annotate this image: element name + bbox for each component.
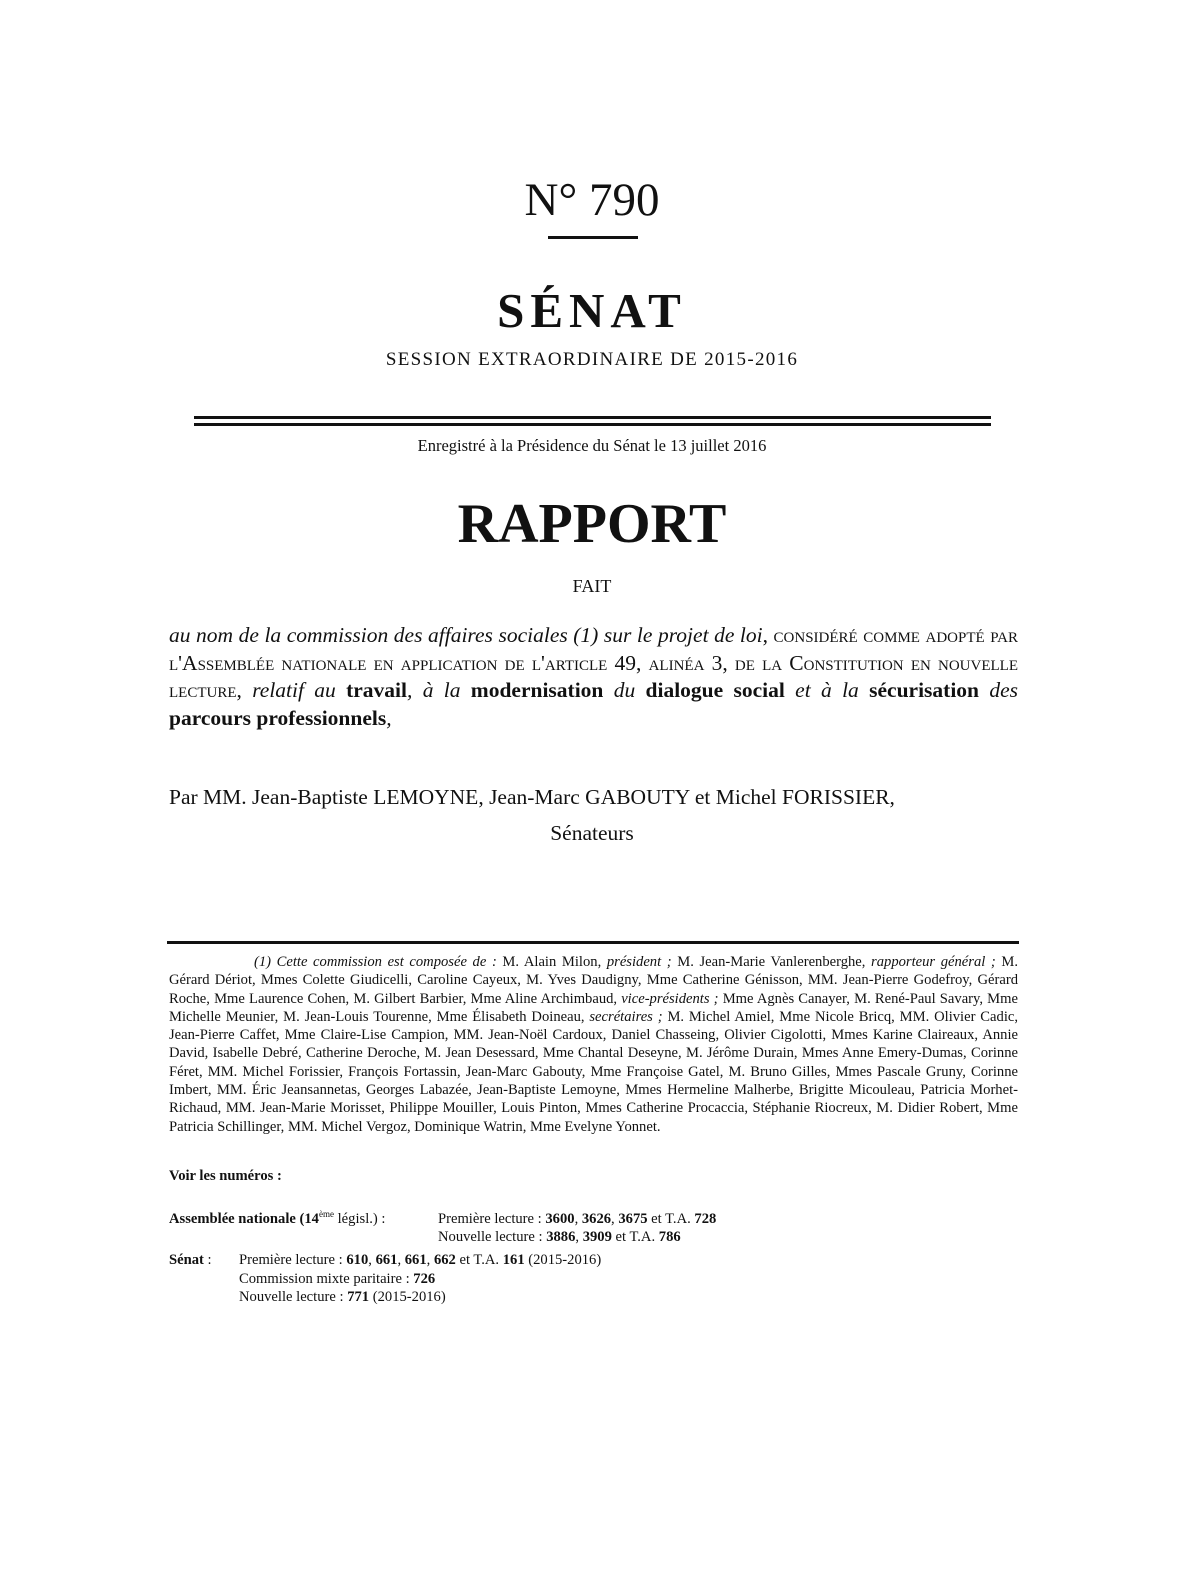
senat-label-sep: : xyxy=(203,1252,212,1268)
number-underline xyxy=(548,236,638,239)
footnote-role: président ; xyxy=(606,954,672,970)
ref-text: , xyxy=(575,1229,583,1245)
subject-commission: au nom de la commission des affaires sociales (1) sur le projet de loi xyxy=(169,623,763,647)
footnote-rule xyxy=(167,941,1019,944)
double-rule-divider xyxy=(194,416,991,427)
ref-text: , xyxy=(574,1211,582,1227)
senat-first-reading xyxy=(239,1251,601,1269)
senat-label xyxy=(169,1251,212,1269)
assemblee-label-tail: législ.) : xyxy=(333,1211,386,1227)
ref-text: Commission mixte paritaire : xyxy=(239,1271,414,1287)
ref-number: 726 xyxy=(413,1271,436,1287)
ref-number: 3909 xyxy=(582,1229,612,1245)
footnote-role: rapporteur général ; xyxy=(871,954,996,970)
ref-text: et T.A. xyxy=(611,1229,659,1245)
footnote-text: M. Jean-Marie Vanlerenberghe, xyxy=(671,954,872,970)
ref-text: , xyxy=(611,1211,619,1227)
assemblee-label-sup: ème xyxy=(318,1209,334,1219)
references-heading: Voir les numéros : xyxy=(169,1168,282,1184)
senat-cmp xyxy=(239,1270,435,1288)
subject-keyword: modernisation xyxy=(470,678,604,702)
ref-number: 610 xyxy=(346,1252,369,1268)
ref-text: et T.A. xyxy=(455,1252,503,1268)
ref-text: (2015-2016) xyxy=(369,1289,446,1305)
footnote-text: M. Gérard Dériot, Mmes Colette Giudicelli, Caroline Cayeux, M. Yves Daudigny, Mme Catherine Génisson, MM. Jean-Pierre Godefroy, Gérard Roche, Mme Laurence Cohen, M. Gilbert Barbier, Mme Aline Archimbaud, xyxy=(169,954,1019,1007)
assemblee-label-text: Assemblée nationale (14 xyxy=(169,1211,319,1227)
subject-text: , xyxy=(386,705,392,730)
subject-text: du xyxy=(603,678,646,702)
rule-bottom xyxy=(194,423,991,426)
ref-text: Nouvelle lecture : xyxy=(438,1229,547,1245)
ref-text: et T.A. xyxy=(647,1211,695,1227)
report-subject xyxy=(169,622,1018,732)
report-title: RAPPORT xyxy=(457,493,727,555)
subject-text: , à la xyxy=(407,678,471,702)
ref-number: 728 xyxy=(694,1211,717,1227)
ref-number: 3886 xyxy=(546,1229,576,1245)
made-label: FAIT xyxy=(572,576,612,596)
authors-line: Par MM. Jean-Baptiste LEMOYNE, Jean-Marc GABOUTY et Michel FORISSIER, xyxy=(169,785,895,809)
ref-number: 3600 xyxy=(545,1211,575,1227)
footnote-role: vice-présidents ; xyxy=(621,990,719,1007)
subject-keyword: travail xyxy=(346,678,407,702)
ref-number: 771 xyxy=(347,1289,370,1305)
ref-text: , xyxy=(368,1252,376,1268)
ref-number: 3675 xyxy=(618,1211,648,1227)
footnote-text: M. Alain Milon, xyxy=(502,954,607,970)
footnote-text: Mme Agnès Canayer, M. René-Paul Savary, Mme Michelle Meunier, M. Jean-Louis Tourenne, Mme Élisabeth Doineau, xyxy=(169,990,1018,1025)
senat-label-text: Sénat xyxy=(169,1252,204,1268)
ref-number: 662 xyxy=(433,1252,456,1268)
footnote-role: secrétaires ; xyxy=(589,1008,663,1025)
ref-number: 661 xyxy=(375,1252,398,1268)
commission-footnote xyxy=(169,953,1018,1136)
ref-text: Première lecture : xyxy=(239,1252,347,1268)
registration-line: Enregistré à la Présidence du Sénat le 13 juillet 2016 xyxy=(417,436,767,455)
ref-number: 3626 xyxy=(581,1211,612,1227)
ref-text: Première lecture : xyxy=(438,1211,546,1227)
ref-number: 786 xyxy=(658,1229,681,1245)
subject-sep: , xyxy=(762,623,774,647)
ref-text: (2015-2016) xyxy=(524,1252,602,1268)
chamber-title: SÉNAT xyxy=(497,283,687,338)
subject-sep: , xyxy=(236,678,253,702)
senat-new-reading xyxy=(239,1288,446,1306)
subject-keyword: parcours professionnels xyxy=(169,705,387,730)
subject-procedure: considéré comme adopté par l'Assemblée nationale en application de l'article 49, alinéa 3, de la Constitution en nouvelle lecture xyxy=(169,623,1018,702)
subject-text: des xyxy=(979,678,1018,702)
assemblee-first-reading xyxy=(438,1210,716,1228)
ref-number: 661 xyxy=(404,1252,427,1268)
subject-text: relatif au xyxy=(252,678,347,702)
document-number: N° 790 xyxy=(524,174,660,226)
subject-keyword: sécurisation xyxy=(869,678,980,702)
footnote-intro: (1) Cette commission est composée de : xyxy=(254,954,503,970)
ref-text: Nouvelle lecture : xyxy=(239,1289,348,1305)
ref-number: 161 xyxy=(502,1252,525,1268)
authors-role: Sénateurs xyxy=(550,821,634,845)
rule-top xyxy=(194,416,991,419)
assemblee-label xyxy=(169,1210,385,1228)
subject-text: et à la xyxy=(784,678,870,702)
session-line: SESSION EXTRAORDINAIRE DE 2015-2016 xyxy=(385,349,799,370)
subject-keyword: dialogue social xyxy=(645,678,785,702)
ref-text: , xyxy=(426,1252,434,1268)
assemblee-new-reading xyxy=(438,1228,681,1246)
ref-text: , xyxy=(397,1252,405,1268)
footnote-text: M. Michel Amiel, Mme Nicole Bricq, MM. Olivier Cadic, Jean-Pierre Caffet, Mme Claire-Lise Campion, MM. Jean-Noël Cardoux, Daniel Chasseing, Olivier Cigolotti, Mmes Karine Claireaux, Annie David, Isabelle Debré, Catherine Deroche, M. Jean Desessard, Mme Chantal Deseyne, M. Jérôme Durain, Mmes Anne Emery-Dumas, Corinne Féret, MM. Michel Forissier, François Fortassin, Jean-Marc Gabouty, Mme Françoise Gatel, M. Bruno Gilles, Mmes Pascale Gruny, Corinne Imbert, MM. Éric Jeansannetas, Georges Labazée, Jean-Baptiste Lemoyne, Mmes Hermeline Malherbe, Brigitte Micouleau, Patricia Morhet-Richaud, MM. Jean-Marie Morisset, Philippe Mouiller, Louis Pinton, Mmes Catherine Procaccia, Stéphanie Riocreux, M. Didier Robert, Mme Patricia Schillinger, MM. Michel Vergoz, Dominique Watrin, Mme Evelyne Yonnet. xyxy=(169,1008,1018,1135)
